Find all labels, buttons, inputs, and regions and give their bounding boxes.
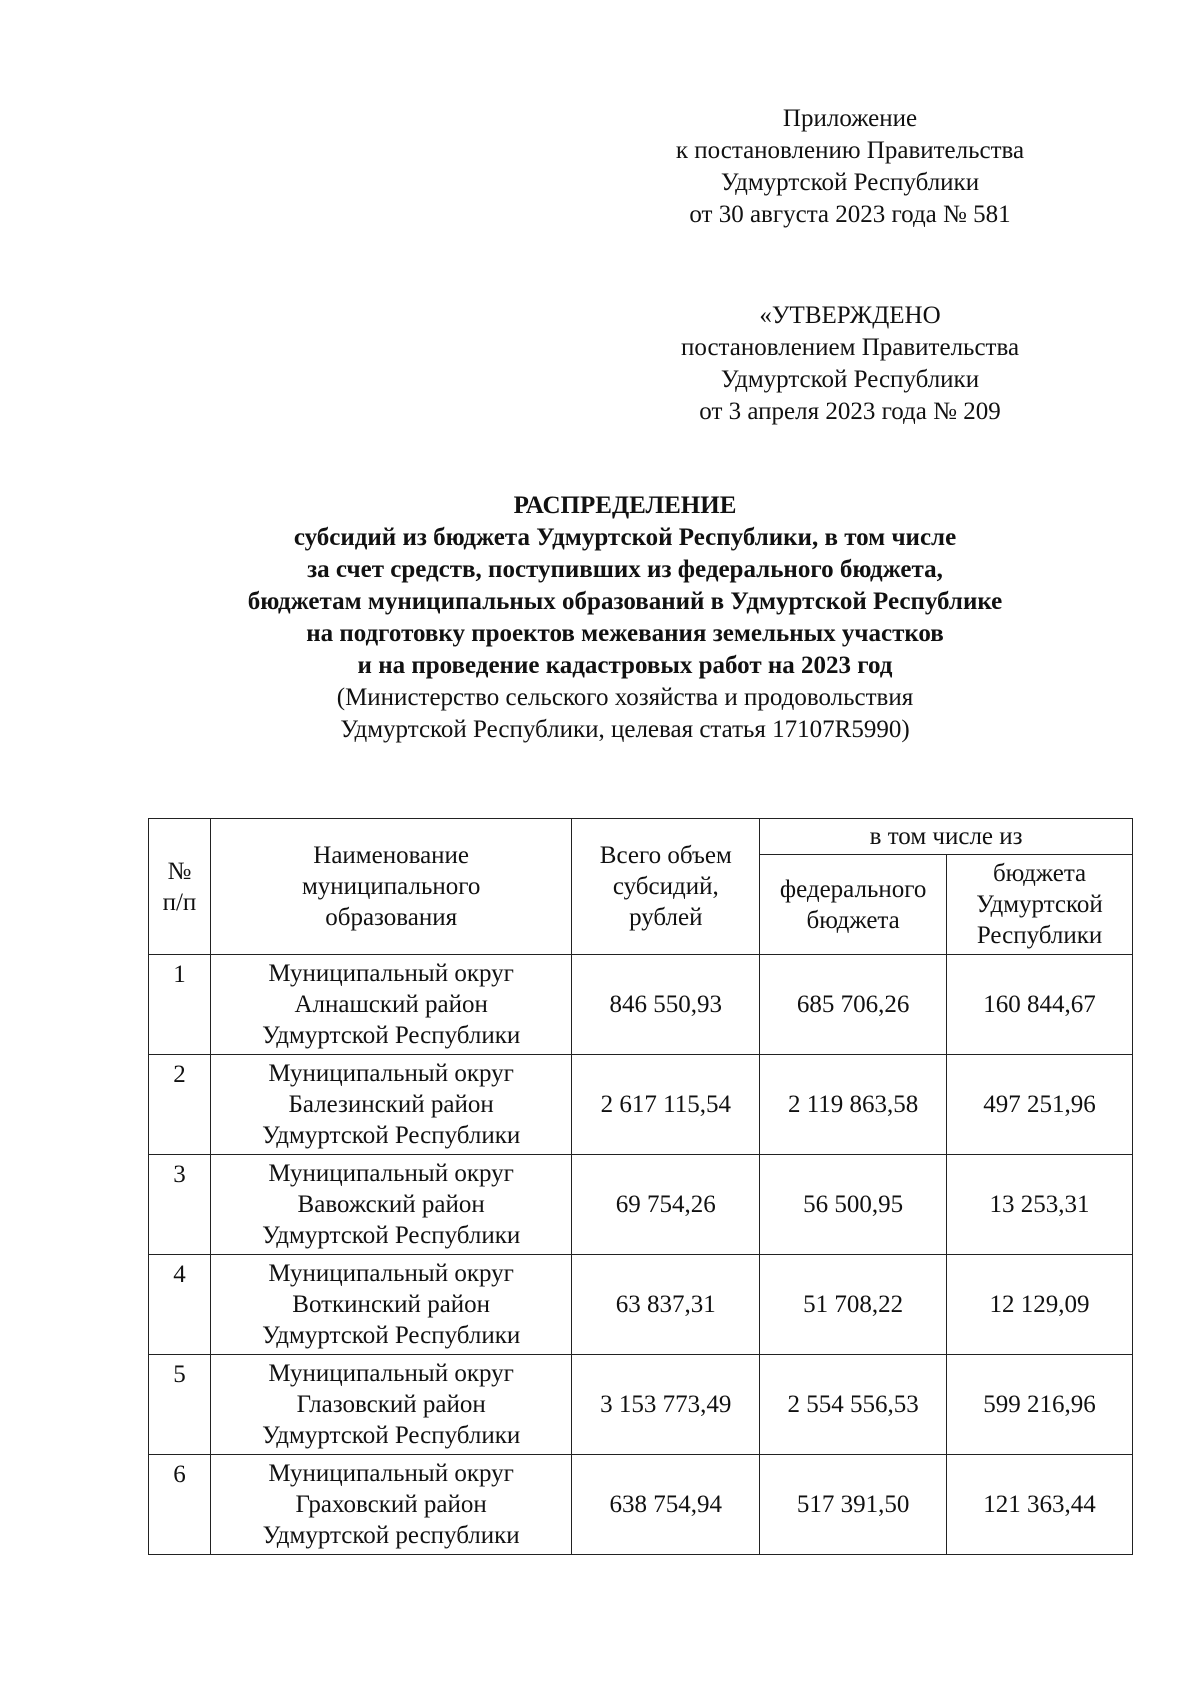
appendix-header — [640, 103, 1060, 231]
row-total: 3 153 773,49 — [572, 1355, 760, 1455]
row-num: 1 — [149, 955, 211, 1055]
table-row — [149, 1255, 1133, 1355]
row-num: 2 — [149, 1055, 211, 1155]
title-main: РАСПРЕДЕЛЕНИЕ — [513, 492, 737, 519]
row-name: Муниципальный округ Граховский район Удмуртской республики — [210, 1455, 572, 1555]
header-federal: федерального бюджета — [760, 855, 947, 955]
approved-line: от 3 апреля 2023 года № 209 — [699, 398, 1001, 425]
row-federal: 2 119 863,58 — [760, 1055, 947, 1155]
row-total: 69 754,26 — [572, 1155, 760, 1255]
approved-header — [640, 300, 1060, 428]
table-row — [149, 1155, 1133, 1255]
row-republic: 121 363,44 — [947, 1455, 1133, 1555]
table-row — [149, 1355, 1133, 1455]
row-federal: 56 500,95 — [760, 1155, 947, 1255]
row-name: Муниципальный округ Вавожский район Удмуртской Республики — [210, 1155, 572, 1255]
row-republic: 497 251,96 — [947, 1055, 1133, 1155]
table-row — [149, 955, 1133, 1055]
row-name: Муниципальный округ Воткинский район Удмуртской Республики — [210, 1255, 572, 1355]
row-federal: 685 706,26 — [760, 955, 947, 1055]
appendix-line: Удмуртской Республики — [720, 169, 980, 196]
row-name: Муниципальный округ Балезинский район Удмуртской Республики — [210, 1055, 572, 1155]
row-total: 846 550,93 — [572, 955, 760, 1055]
header-republic: бюджета Удмуртской Республики — [947, 855, 1133, 955]
title-line: субсидий из бюджета Удмуртской Республики, в том числе — [293, 524, 957, 551]
approved-line: Удмуртской Республики — [720, 366, 980, 393]
title-line: на подготовку проектов межевания земельных участков — [306, 620, 944, 647]
row-federal: 517 391,50 — [760, 1455, 947, 1555]
row-name: Муниципальный округ Алнашский район Удмуртской Республики — [210, 955, 572, 1055]
row-num: 6 — [149, 1455, 211, 1555]
header-name: Наименование муниципального образования — [210, 819, 572, 955]
row-num: 4 — [149, 1255, 211, 1355]
title-subline: Удмуртской Республики, целевая статья 17107R5990) — [340, 716, 910, 743]
title-subline: (Министерство сельского хозяйства и продовольствия — [336, 684, 914, 711]
row-federal: 51 708,22 — [760, 1255, 947, 1355]
header-total: Всего объем субсидий, рублей — [572, 819, 760, 955]
row-total: 63 837,31 — [572, 1255, 760, 1355]
row-total: 2 617 115,54 — [572, 1055, 760, 1155]
document-title — [150, 490, 1100, 746]
table-row — [149, 1455, 1133, 1555]
row-num: 5 — [149, 1355, 211, 1455]
row-republic: 13 253,31 — [947, 1155, 1133, 1255]
appendix-line: от 30 августа 2023 года № 581 — [689, 201, 1011, 228]
header-num: № п/п — [149, 819, 211, 955]
row-num: 3 — [149, 1155, 211, 1255]
title-line: и на проведение кадастровых работ на 2023 год — [357, 652, 893, 679]
table-row — [149, 1055, 1133, 1155]
approved-line: постановлением Правительства — [680, 334, 1020, 361]
title-line: за счет средств, поступивших из федерального бюджета, — [307, 556, 943, 583]
distribution-table — [148, 818, 1133, 1555]
row-republic: 160 844,67 — [947, 955, 1133, 1055]
title-line: бюджетам муниципальных образований в Удмуртской Республике — [247, 588, 1003, 615]
approved-line: «УТВЕРЖДЕНО — [759, 302, 941, 329]
header-including: в том числе из — [760, 819, 1133, 855]
row-total: 638 754,94 — [572, 1455, 760, 1555]
row-federal: 2 554 556,53 — [760, 1355, 947, 1455]
appendix-line: к постановлению Правительства — [675, 137, 1025, 164]
row-name: Муниципальный округ Глазовский район Удмуртской Республики — [210, 1355, 572, 1455]
appendix-line: Приложение — [782, 105, 918, 132]
row-republic: 599 216,96 — [947, 1355, 1133, 1455]
row-republic: 12 129,09 — [947, 1255, 1133, 1355]
